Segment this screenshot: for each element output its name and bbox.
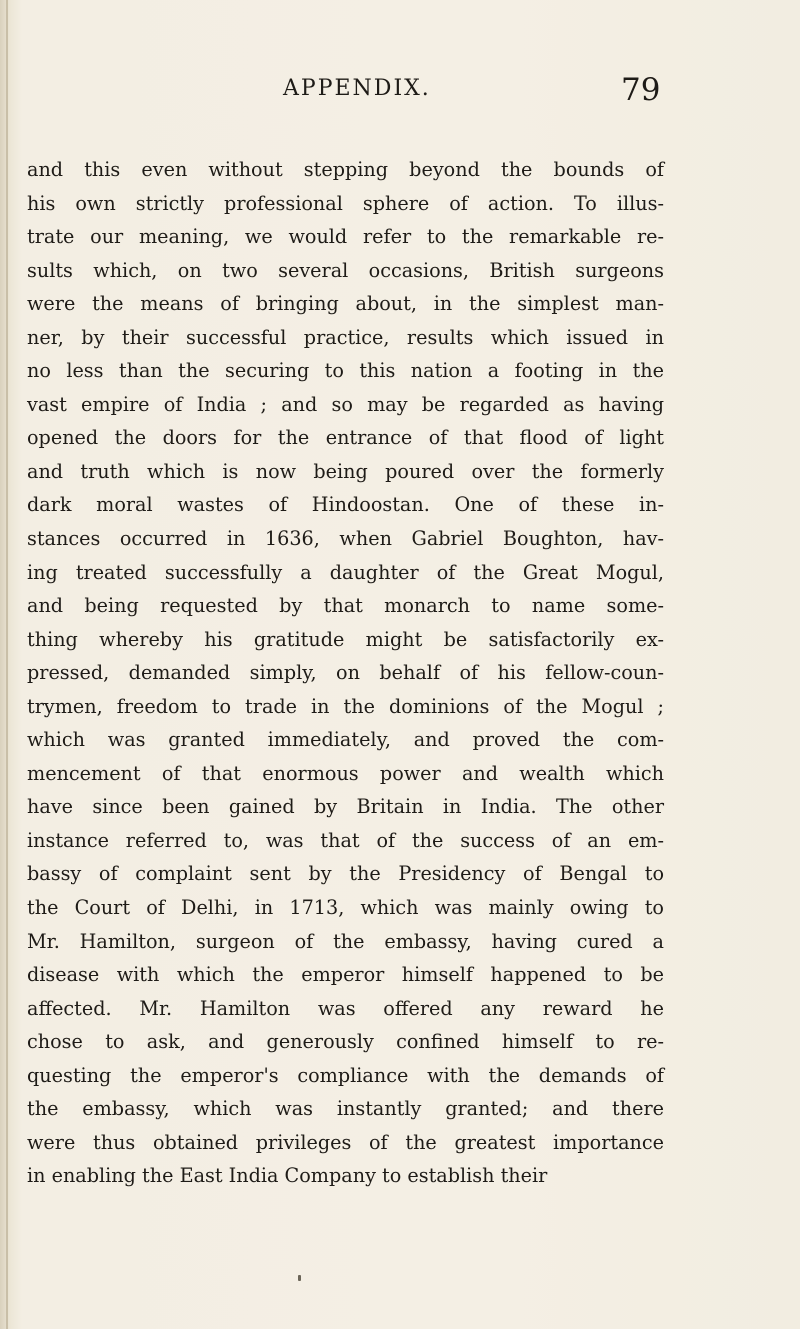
text-line: were the means of bringing about, in the simplest man- [27, 292, 664, 316]
text-line: affected. Mr. Hamilton was offered any reward he [27, 996, 664, 1020]
text-line: questing the emperor's compliance with the demands of [27, 1063, 664, 1087]
running-head: APPENDIX. [283, 76, 431, 101]
text-line: bassy of complaint sent by the Presidency of Bengal to [27, 862, 664, 886]
ink-speck [298, 1275, 301, 1281]
page-gutter [6, 0, 8, 1329]
text-line: his own strictly professional sphere of action. To illus- [27, 191, 664, 215]
text-line: chose to ask, and generously confined himself to re- [27, 1030, 664, 1054]
text-line: ing treated successfully a daughter of the Great Mogul, [27, 560, 664, 584]
text-line: and this even without stepping beyond the bounds of [27, 158, 664, 181]
text-line: vast empire of India ; and so may be regarded as having [27, 392, 664, 416]
text-line: ner, by their successful practice, results which issued in [27, 325, 664, 349]
page-number: 79 [621, 72, 661, 108]
text-line: instance referred to, was that of the success of an em- [27, 828, 664, 852]
text-line: dark moral wastes of Hindoostan. One of these in- [27, 493, 664, 517]
text-line: have since been gained by Britain in India. The other [27, 795, 664, 819]
text-line: trymen, freedom to trade in the dominions of the Mogul ; [27, 694, 664, 718]
text-line: the embassy, which was instantly granted; and there [27, 1097, 664, 1121]
page-header [0, 72, 800, 112]
body-text [27, 153, 664, 1193]
text-line: opened the doors for the entrance of that flood of light [27, 426, 664, 450]
text-line: which was granted immediately, and proved the com- [27, 728, 664, 752]
text-line: and truth which is now being poured over the formerly [27, 459, 664, 483]
text-line: trate our meaning, we would refer to the remarkable re- [27, 225, 664, 249]
text-line: thing whereby his gratitude might be satisfactorily ex- [27, 627, 664, 651]
text-line: the Court of Delhi, in 1713, which was mainly owing to [27, 896, 664, 920]
text-line: sults which, on two several occasions, British surgeons [27, 258, 664, 282]
text-line: Mr. Hamilton, surgeon of the embassy, having cured a [27, 929, 664, 953]
text-line: mencement of that enormous power and wealth which [27, 761, 664, 785]
text-line: stances occurred in 1636, when Gabriel Boughton, hav- [27, 527, 664, 551]
text-line: and being requested by that monarch to name some- [27, 594, 664, 618]
text-line: pressed, demanded simply, on behalf of his fellow-coun- [27, 661, 664, 685]
text-line: no less than the securing to this nation a footing in the [27, 359, 664, 383]
text-line: disease with which the emperor himself happened to be [27, 963, 664, 987]
text-line: were thus obtained privileges of the greatest importance [27, 1130, 664, 1154]
text-line: in enabling the East India Company to establish their [27, 1164, 548, 1188]
